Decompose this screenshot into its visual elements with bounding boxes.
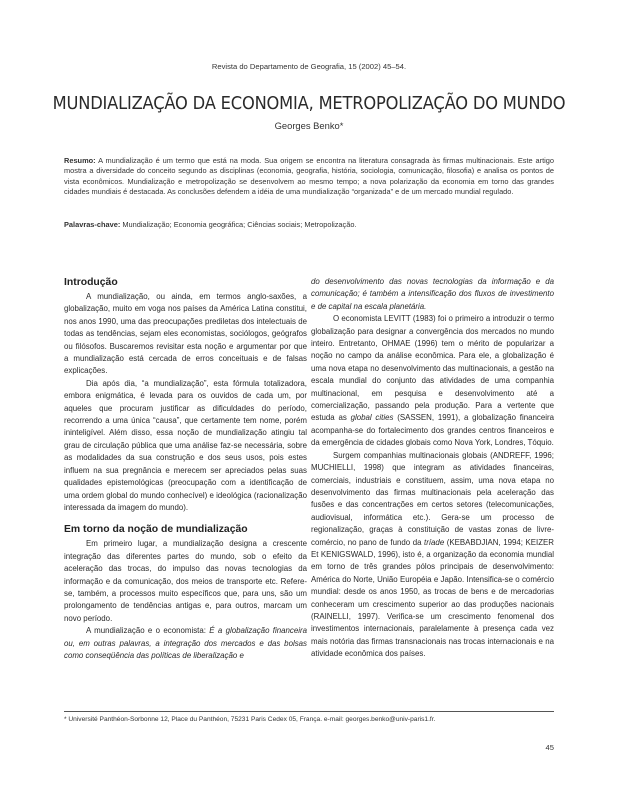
paragraph: Em primeiro lugar, a mundialização designa a crescente integração das diferentes partes do mundo, sob o efeito da aceleração das trocas, do impulso das novas tecnologias da informação e da comunicação, dos meios de transporte etc. Refere-se, também, a processos muito específicos que, para uns, são um prolongamento de tendências antigas e, para outros, marcam um novo período. — [64, 539, 307, 623]
abstract — [64, 156, 554, 197]
paper-title: MUNDIALIZAÇÃO DA ECONOMIA, METROPOLIZAÇÃO DO MUNDO — [52, 94, 566, 114]
paragraph — [64, 625, 307, 662]
paragraph-text: A mundialização e o economista: — [86, 626, 210, 636]
right-column — [311, 276, 554, 661]
section-heading-noção: Em torno da noção de mundialização — [64, 524, 248, 536]
paragraph-italic: do desenvolvimento das novas tecnologias da informação e da comunicação; é também a intensificação dos fluxos de investimento e de capital na escala planetária. — [311, 277, 554, 311]
left-column — [64, 276, 307, 662]
paragraph — [311, 276, 554, 313]
journal-citation: Revista do Departamento de Geografia, 15 (2002) 45–54. — [211, 62, 407, 71]
keywords — [64, 220, 554, 230]
keywords-text: Mundialização; Economia geográfica; Ciências sociais; Metropolização. — [120, 220, 357, 229]
paragraph-text: (SASSEN, 1991), a globalização financeira acompanha-se do fortalecimento dos grandes centros financeiros e da emergência de cidades globais como Nova York, Londres, Tóquio. — [311, 413, 554, 448]
paragraph — [311, 313, 554, 449]
paragraph-italic: global cities — [350, 413, 394, 423]
footnote: * Université Panthéon-Sorbonne 12, Place du Panthéon, 75231 Paris Cedex 05, França. e-mail: georges.benko@univ-paris1.fr. — [64, 711, 554, 723]
keywords-label: Palavras-chave: — [64, 220, 121, 229]
paragraph: Dia após dia, “a mundialização”, esta fórmula totalizadora, embora enigmática, é levada para os ouvidos de cada um, por aqueles que procuram justificar as dificuldades do período, recorrendo a uma única “causa”, que certamente tem nome, porém ininteligível. Além disso, essa noção de mundialização atingiu tal grau de circulação pública que uma análise faz-se necessária, sobre as modalidades da sua construção e dos seus usos, pois estes influem na sua pregnância e merecem ser apreciados pelas suas qualidades epistemológicas (preocupação com a identificação de uma ordem global do mundo conhecível) e ideológica (racionalização interessada da imagem do mundo). — [64, 378, 307, 512]
page-number: 45 — [545, 743, 554, 752]
paragraph-text: O economista LEVITT (1983) foi o primeiro a introduzir o termo globalização para designar a convergência dos mercados no mundo inteiro. Entretanto, OHMAE (1996) tem o mérito de popularizar a noção no campo da análise econômica. Para ele, a globalização é uma nova etapa no desenvolvimento das multinacionais, a gestão na escala mundial do conjunto das atividades de uma companhia multinacional, em pesquisa e desenvolvimento até a comercialização, passando pela produção. Para a vertente que estuda as — [311, 314, 554, 423]
paragraph: A mundialização, ou ainda, em termos anglo-saxões, a globalização, muito em voga nos países da América Latina constitui, nos anos 1990, uma das preocupações prediletas dos intelectuais de todas as tendências, sejam eles economistas, sociólogos, geógrafos ou filósofos. Buscaremos revisitar esta noção e argumentar por que a mundialização está cercada de erros conceituais e de falsas explicações. — [64, 292, 307, 376]
author-name: Georges Benko* — [274, 120, 344, 131]
section-heading-introducao: Introdução — [64, 277, 118, 288]
abstract-text: A mundialização é um termo que está na moda. Sua origem se encontra na literatura consagrada às firmas multinacionais. Este artigo mostra a diversidade do conceito segundo as disciplinas (economia, geografia, história, sociologia, comunicação, filosofia) e analisa os pontos de vista econômicos. Mundialização e metropolização se desenvolvem ao mesmo tempo; a nova polarização da economia em torno das grandes cidades mundiais é destacada. As conclusões defendem a idéia de uma mundialização “organizada” e de um mercado mundial regulado. — [64, 156, 554, 196]
paragraph — [311, 450, 554, 661]
paragraph-italic: É a globalização financeira ou, em outras palavras, a integração dos mercados e das bolsas como conseqüência das políticas de liberalização e — [64, 626, 307, 660]
paragraph-text: (KEBABDJIAN, 1994; KEIZER Et KENIGSWALD, 1996), isto é, a organização da economia mundial em torno de três grandes pólos principais de desenvolvimento: América do Norte, União Européia e Japão. Intensifica-se o comércio mundial: desde os anos 1950, as trocas de bens e de mercadorias conheceram um crescimento superior ao das produções nacionais (RAINELLI, 1997). Verifica-se um crescimento fenomenal dos investimentos internacionais, paralelamente à presença cada vez mais notória das firmas transnacionais nas trocas internacionais e na atividade econômica dos países. — [311, 537, 554, 659]
paragraph-text: Surgem companhias multinacionais globais (ANDREFF, 1996; MUCHIELLI, 1998) que integram as atividades financeiras, comerciais, industriais e constituem, assim, uma nova etapa no desenvolvimento das firmas multinacionais pela aceleração das fusões e das concentrações em certos setores (telecomunicações, audiovisual, informática etc.). Gera-se um processo de regionalização, graças à constituição de vastas zonas de livre-comércio, no pano de fundo da — [311, 450, 554, 547]
abstract-label: Resumo: — [64, 156, 96, 165]
paragraph-italic: tríade — [424, 537, 445, 547]
